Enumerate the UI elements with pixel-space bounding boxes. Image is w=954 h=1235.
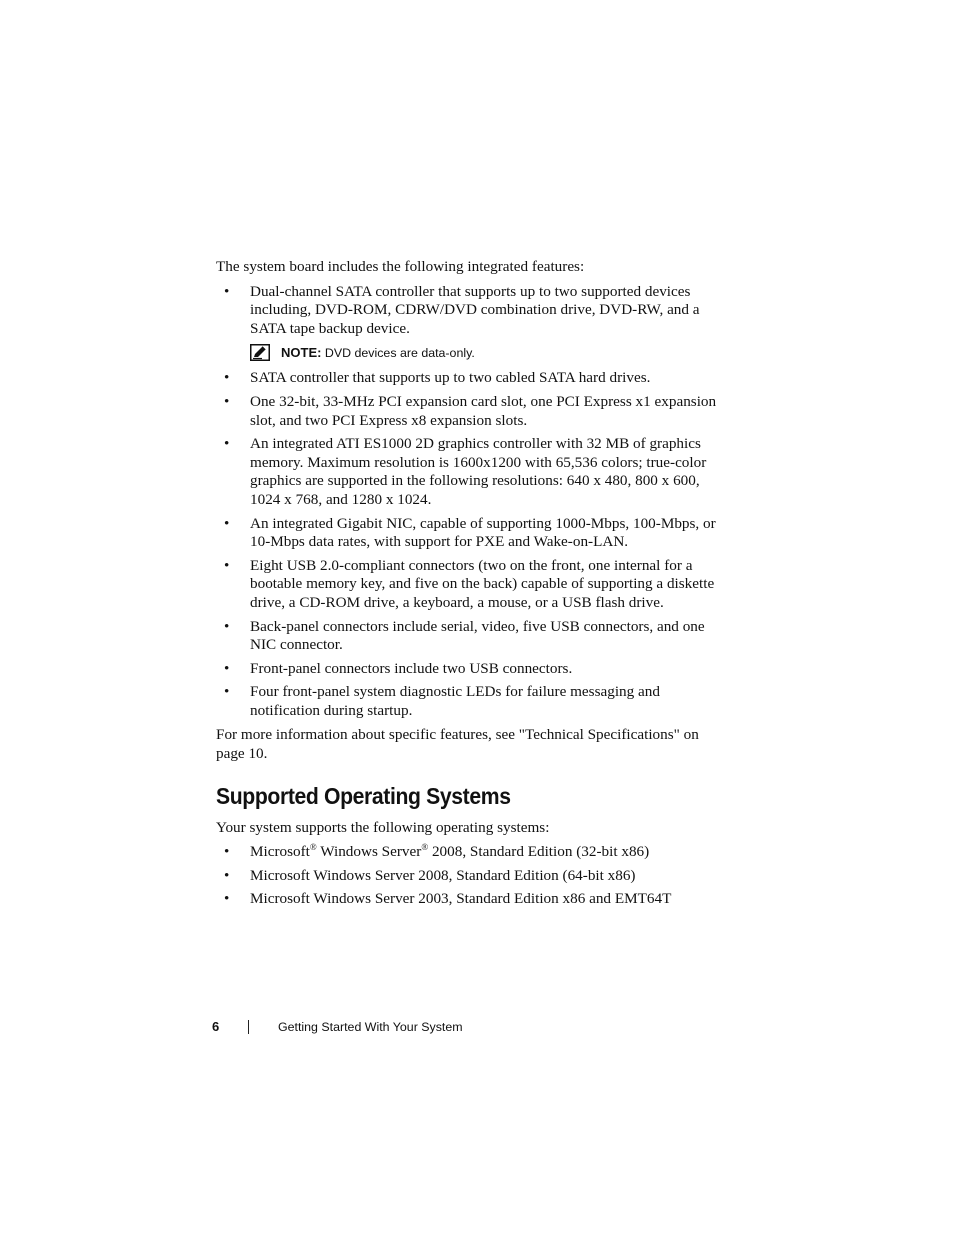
bullet-icon: •: [224, 369, 230, 387]
bullet-icon: •: [224, 435, 230, 453]
list-item-text: Eight USB 2.0-compliant connectors (two on the front, one internal for a bootable memory key, and five on the back) capable of supporting a diskette drive, a CD-ROM drive, a keyboard, a mouse, or a USB flash drive.: [250, 556, 715, 611]
list-item: [216, 515, 726, 552]
footer-divider: [248, 1020, 249, 1034]
note-callout: [216, 344, 726, 362]
os-vendor: Microsoft: [250, 843, 310, 861]
note-text: DVD devices are data-only.: [324, 346, 475, 361]
list-item: [216, 369, 726, 388]
bullet-icon: •: [224, 890, 230, 908]
os-item-text: Microsoft Windows Server 2008, Standard Edition (64-bit x86): [250, 866, 636, 884]
os-item-text: Microsoft Windows Server 2003, Standard Edition x86 and EMT64T: [250, 890, 672, 908]
list-item: [216, 435, 726, 509]
features-list: [216, 283, 726, 339]
more-info-text: For more information about specific features, see "Technical Specifications" on page 10.: [216, 726, 699, 763]
features-list-continued: [216, 369, 726, 720]
chapter-title: Getting Started With Your System: [278, 1020, 463, 1034]
bullet-icon: •: [224, 392, 230, 410]
list-item-text: Front-panel connectors include two USB connectors.: [250, 659, 573, 677]
os-list: [216, 843, 726, 909]
bullet-icon: •: [224, 843, 230, 861]
list-item: [216, 618, 726, 655]
list-item-text: An integrated Gigabit NIC, capable of supporting 1000-Mbps, 100-Mbps, or 10-Mbps data rates, with support for PXE and Wake-on-LAN.: [250, 514, 716, 551]
page-content: [216, 258, 726, 915]
list-item-text: Dual-channel SATA controller that supports up to two supported devices including, DVD-ROM, CDRW/DVD combination drive, DVD-RW, and a SATA tape backup device.: [250, 282, 700, 337]
bullet-icon: •: [224, 556, 230, 574]
os-product: Windows Server: [316, 843, 422, 861]
note-pencil-icon: [250, 344, 270, 361]
list-item-text: An integrated ATI ES1000 2D graphics controller with 32 MB of graphics memory. Maximum resolution is 1600x1200 with 65,536 colors; true-color graphics are supported in the following resolutions: 640 x 480, 800 x 600, 1024 x 768, and 1280 x 1024.: [250, 435, 707, 508]
registered-mark: ®: [421, 842, 429, 853]
bullet-icon: •: [224, 683, 230, 701]
list-item: [216, 890, 726, 909]
list-item: [216, 843, 726, 862]
features-intro: The system board includes the following integrated features:: [216, 258, 585, 275]
bullet-icon: •: [224, 866, 230, 884]
bullet-icon: •: [224, 659, 230, 677]
bullet-icon: •: [224, 282, 230, 300]
list-item: [216, 393, 726, 430]
list-item: [216, 660, 726, 679]
list-item: [216, 683, 726, 720]
list-item-text: Back-panel connectors include serial, video, five USB connectors, and one NIC connector.: [250, 617, 705, 654]
os-intro: Your system supports the following operating systems:: [216, 818, 550, 836]
section-heading: Supported Operating Systems: [216, 782, 511, 809]
registered-mark: ®: [309, 842, 317, 853]
os-edition: 2008, Standard Edition (32-bit x86): [428, 843, 650, 861]
list-item: [216, 557, 726, 613]
os-item-text: [250, 843, 649, 860]
list-item-text: SATA controller that supports up to two cabled SATA hard drives.: [250, 369, 651, 387]
page-number: 6: [212, 1019, 220, 1034]
bullet-icon: •: [224, 617, 230, 635]
list-item: [216, 283, 726, 339]
note-label: NOTE:: [281, 345, 322, 361]
bullet-icon: •: [224, 514, 230, 532]
list-item-text: One 32-bit, 33-MHz PCI expansion card slot, one PCI Express x1 expansion slot, and two PCI Express x8 expansion slots.: [250, 392, 717, 429]
list-item-text: Four front-panel system diagnostic LEDs for failure messaging and notification during startup.: [250, 683, 660, 719]
list-item: [216, 867, 726, 886]
